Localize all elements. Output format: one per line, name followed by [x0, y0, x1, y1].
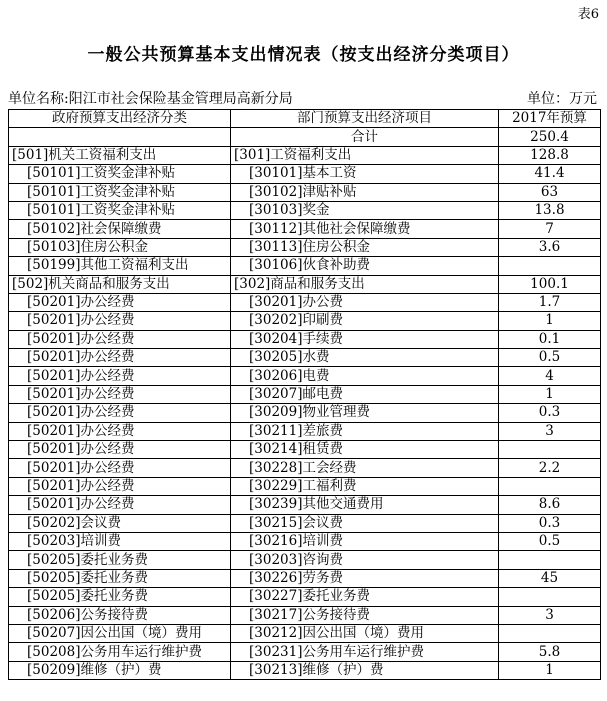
table-row: [9, 551, 601, 569]
table-number: 表6: [577, 7, 599, 22]
budget-value-cell: [499, 477, 601, 495]
table-row: [9, 201, 601, 219]
gov-class-cell: [501]机关工资福利支出: [9, 146, 231, 164]
dept-item-cell: [30211]差旅费: [231, 422, 499, 440]
table-row: [9, 257, 601, 275]
table-row: [9, 404, 601, 422]
budget-value-cell: 4: [499, 367, 601, 385]
dept-item-cell: [30215]会议费: [231, 514, 499, 532]
budget-value-cell: 3.6: [499, 238, 601, 256]
budget-value-cell: 7: [499, 220, 601, 238]
gov-class-cell: [50103]住房公积金: [9, 238, 231, 256]
budget-value-cell: [499, 257, 601, 275]
table-row: [9, 165, 601, 183]
gov-class-cell: [50201]办公经费: [9, 367, 231, 385]
budget-value-cell: 0.3: [499, 404, 601, 422]
gov-class-cell: [50201]办公经费: [9, 330, 231, 348]
budget-value-cell: 100.1: [499, 275, 601, 293]
budget-value-cell: 13.8: [499, 201, 601, 219]
table-row: [9, 661, 601, 679]
header-dept-item: 部门预算支出经济项目: [231, 110, 499, 128]
table-row: [9, 367, 601, 385]
dept-item-cell: [30201]办公费: [231, 293, 499, 311]
table-row: [9, 606, 601, 624]
budget-value-cell: 3: [499, 606, 601, 624]
dept-item-cell: [30207]邮电费: [231, 385, 499, 403]
table-row: [9, 643, 601, 661]
table-row: [9, 514, 601, 532]
total-value: 250.4: [499, 128, 601, 146]
total-empty-cell: [9, 128, 231, 146]
dept-item-cell: [30227]委托业务费: [231, 588, 499, 606]
table-row: [9, 349, 601, 367]
budget-value-cell: 63: [499, 183, 601, 201]
table-row: [9, 569, 601, 587]
budget-value-cell: 1: [499, 312, 601, 330]
dept-item-cell: [30217]公务接待费: [231, 606, 499, 624]
dept-item-cell: [30101]基本工资: [231, 165, 499, 183]
dept-item-cell: [30231]公务用车运行维护费: [231, 643, 499, 661]
dept-item-cell: [30204]手续费: [231, 330, 499, 348]
dept-item-cell: [30106]伙食补助费: [231, 257, 499, 275]
total-row: [9, 128, 601, 146]
budget-value-cell: 0.5: [499, 532, 601, 550]
budget-value-cell: 1: [499, 661, 601, 679]
table-row: [9, 441, 601, 459]
gov-class-cell: [50201]办公经费: [9, 385, 231, 403]
gov-class-cell: [50205]委托业务费: [9, 551, 231, 569]
table-row: [9, 624, 601, 642]
dept-item-cell: [30206]电费: [231, 367, 499, 385]
table-row: [9, 220, 601, 238]
budget-value-cell: 1.7: [499, 293, 601, 311]
unit-info-line: [8, 88, 599, 108]
budget-value-cell: 2.2: [499, 459, 601, 477]
budget-value-cell: [499, 588, 601, 606]
total-label: 合计: [231, 128, 499, 146]
gov-class-cell: [50201]办公经费: [9, 496, 231, 514]
budget-value-cell: 3: [499, 422, 601, 440]
dept-item-cell: [30202]印刷费: [231, 312, 499, 330]
budget-table: [8, 109, 601, 680]
table-row: [9, 532, 601, 550]
budget-value-cell: [499, 441, 601, 459]
gov-class-cell: [50201]办公经费: [9, 441, 231, 459]
dept-item-cell: [30226]劳务费: [231, 569, 499, 587]
gov-class-cell: [50201]办公经费: [9, 459, 231, 477]
gov-class-cell: [50101]工资奖金津补贴: [9, 165, 231, 183]
table-row: [9, 293, 601, 311]
dept-item-cell: [30203]咨询费: [231, 551, 499, 569]
table-row: [9, 275, 601, 293]
budget-value-cell: [499, 551, 601, 569]
dept-item-cell: [301]工资福利支出: [231, 146, 499, 164]
budget-value-cell: [499, 624, 601, 642]
gov-class-cell: [50102]社会保障缴费: [9, 220, 231, 238]
budget-value-cell: 41.4: [499, 165, 601, 183]
table-row: [9, 238, 601, 256]
gov-class-cell: [50209]维修（护）费: [9, 661, 231, 679]
unit-name: 单位名称:阳江市社会保险基金管理局高新分局: [8, 91, 293, 107]
dept-item-cell: [302]商品和服务支出: [231, 275, 499, 293]
gov-class-cell: [50205]委托业务费: [9, 588, 231, 606]
gov-class-cell: [50201]办公经费: [9, 422, 231, 440]
gov-class-cell: [50101]工资奖金津补贴: [9, 183, 231, 201]
table-row: [9, 312, 601, 330]
dept-item-cell: [30213]维修（护）费: [231, 661, 499, 679]
gov-class-cell: [50207]因公出国（境）费用: [9, 624, 231, 642]
gov-class-cell: [50201]办公经费: [9, 477, 231, 495]
gov-class-cell: [50208]公务用车运行维护费: [9, 643, 231, 661]
budget-value-cell: 128.8: [499, 146, 601, 164]
gov-class-cell: [50206]公务接待费: [9, 606, 231, 624]
dept-item-cell: [30214]租赁费: [231, 441, 499, 459]
budget-value-cell: 0.1: [499, 330, 601, 348]
gov-class-cell: [50199]其他工资福利支出: [9, 257, 231, 275]
table-row: [9, 422, 601, 440]
dept-item-cell: [30113]住房公积金: [231, 238, 499, 256]
dept-item-cell: [30205]水费: [231, 349, 499, 367]
dept-item-cell: [30239]其他交通费用: [231, 496, 499, 514]
dept-item-cell: [30228]工会经费: [231, 459, 499, 477]
budget-value-cell: 45: [499, 569, 601, 587]
table-row: [9, 183, 601, 201]
gov-class-cell: [50201]办公经费: [9, 293, 231, 311]
page-title: 一般公共预算基本支出情况表（按支出经济分类项目）: [87, 45, 520, 65]
budget-value-cell: 5.8: [499, 643, 601, 661]
dept-item-cell: [30112]其他社会保障缴费: [231, 220, 499, 238]
table-header-row: [9, 110, 601, 128]
table-row: [9, 330, 601, 348]
gov-class-cell: [50205]委托业务费: [9, 569, 231, 587]
budget-value-cell: 0.5: [499, 349, 601, 367]
table-row: [9, 146, 601, 164]
table-row: [9, 496, 601, 514]
gov-class-cell: [50101]工资奖金津补贴: [9, 201, 231, 219]
table-row: [9, 385, 601, 403]
budget-value-cell: 8.6: [499, 496, 601, 514]
budget-value-cell: 0.3: [499, 514, 601, 532]
gov-class-cell: [50202]会议费: [9, 514, 231, 532]
table-row: [9, 477, 601, 495]
dept-item-cell: [30229]工福利费: [231, 477, 499, 495]
gov-class-cell: [50201]办公经费: [9, 404, 231, 422]
table-row: [9, 588, 601, 606]
dept-item-cell: [30209]物业管理费: [231, 404, 499, 422]
dept-item-cell: [30103]奖金: [231, 201, 499, 219]
gov-class-cell: [50201]办公经费: [9, 349, 231, 367]
table-row: [9, 459, 601, 477]
gov-class-cell: [502]机关商品和服务支出: [9, 275, 231, 293]
dept-item-cell: [30212]因公出国（境）费用: [231, 624, 499, 642]
budget-value-cell: 1: [499, 385, 601, 403]
header-gov-class: 政府预算支出经济分类: [9, 110, 231, 128]
gov-class-cell: [50201]办公经费: [9, 312, 231, 330]
gov-class-cell: [50203]培训费: [9, 532, 231, 550]
header-budget: 2017年预算: [499, 110, 601, 128]
currency-unit: 单位：万元: [527, 91, 597, 107]
dept-item-cell: [30102]津贴补贴: [231, 183, 499, 201]
dept-item-cell: [30216]培训费: [231, 532, 499, 550]
